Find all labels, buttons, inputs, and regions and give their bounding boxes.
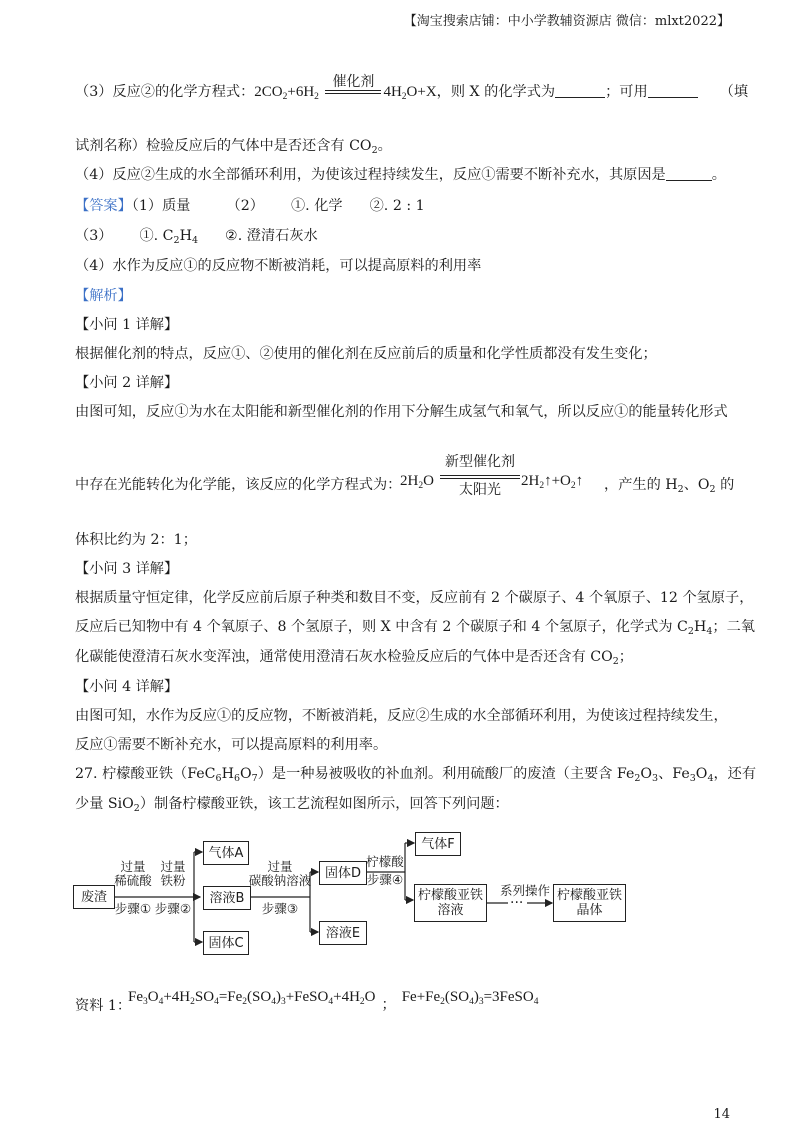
q27-l1-c: O <box>240 766 252 782</box>
q3-lhs-a-sub: 2 <box>282 92 288 102</box>
s2-text2-c: 、O <box>683 477 710 493</box>
m-eq1-s6: 4 <box>271 997 276 1007</box>
s2-eq-top: 新型催化剂 <box>445 454 515 470</box>
s2-eq-rhs-sub2: 2 <box>570 481 576 491</box>
m-eq1-s8: 4 <box>328 997 334 1007</box>
step1-top1: 过量 <box>120 859 146 874</box>
q3-prefix: （3）反应②的化学方程式： <box>75 84 255 100</box>
q27-l1-h: ，还有 <box>713 766 757 782</box>
box-solE: 溶液E <box>319 921 367 945</box>
s2-eq-rhs-b: ↑+O <box>544 473 571 489</box>
step4-label-top: 柠檬酸 <box>366 854 404 869</box>
box-citrate-solution <box>414 884 487 922</box>
m-eq2-s1: 2 <box>440 997 445 1007</box>
header-shop-info: 【淘宝搜索店铺：中小学教辅资源店 微信：mlxt2022】 <box>403 14 730 29</box>
m-eq1-s2: 4 <box>158 997 164 1007</box>
q27-l1-a: 27. 柠檬酸亚铁（FeC <box>75 766 216 782</box>
box-gasF: 气体F <box>415 832 461 856</box>
s3-text3-sub: 2 <box>612 656 619 667</box>
s3-text2-a: 反应后已知物中有 4 个氧原子、8 个氢原子，则 X 中含有 2 个碳原子和 4 个氢原子，化学式为 C <box>75 619 688 635</box>
step1-label-top <box>112 860 154 888</box>
s2-text1: 由图可知，反应①为水在太阳能和新型催化剂的作用下分解生成氢气和氧气，所以反应①的能量转化形式 <box>75 404 728 420</box>
s2-text2-a: 中存在光能转化为化学能，该反应的化学方程式为： <box>75 477 402 493</box>
step2-top2: 铁粉 <box>160 873 186 888</box>
m-eq1-s5: 2 <box>242 997 248 1007</box>
q27-l1-d: ）是一种易被吸收的补血剂。利用硫酸厂的废渣（主要含 Fe <box>257 766 635 782</box>
q27-l1-s3: 7 <box>251 773 258 784</box>
q3-lhs-b-sub: 2 <box>314 92 319 102</box>
box-gasA: 气体A <box>203 841 249 865</box>
q27-l1-s4: 2 <box>634 773 641 784</box>
citrate-sol-1: 柠檬酸亚铁 <box>417 888 483 903</box>
s2-eq-lhs-b: O <box>423 473 434 489</box>
answer-line2-a: （3） ①. C <box>75 228 174 244</box>
q27-l2-b: ）制备柠檬酸亚铁，该工艺流程如图所示，回答下列问题： <box>139 796 509 812</box>
q3-mid2: ；可用 <box>605 84 648 100</box>
s1-text: 根据催化剂的特点，反应①、②使用的催化剂在反应前后的质量和化学性质都没有发生变化； <box>75 346 657 362</box>
s3-text2-b: H <box>693 619 707 635</box>
q3-rhs-b: O+X <box>406 84 437 100</box>
step1-label-bot: 步骤① <box>114 901 152 916</box>
step3-top2: 碳酸钠溶液 <box>248 873 312 888</box>
m-eq1-a: Fe <box>128 989 143 1005</box>
s3-text2-sub1: 2 <box>687 626 694 637</box>
answer-line2-c: ②. 澄清石灰水 <box>198 228 318 244</box>
m-eq2-b: (SO <box>444 989 470 1005</box>
s2-text2-b: ，产生的 H <box>604 477 678 493</box>
page-number: 14 <box>713 1107 730 1122</box>
q27-l2-sub: 2 <box>133 803 140 814</box>
q27-l1-f: 、Fe <box>658 766 690 782</box>
step4-label-bot: 步骤④ <box>366 872 404 887</box>
m-eq1-s4: 4 <box>214 997 219 1007</box>
series-op-label: 系列操作 <box>499 883 550 898</box>
s3-text3-b: ； <box>618 649 633 665</box>
step1-top2: 稀硫酸 <box>114 873 152 888</box>
m-eq2-s4: 4 <box>533 997 539 1007</box>
step2-label-top <box>153 860 193 888</box>
box-solidC: 固体C <box>203 931 249 955</box>
q3-rhs-a: 4H <box>383 84 402 100</box>
q3-lhs-a: 2CO <box>254 84 283 100</box>
q27-l1-s5: 3 <box>652 773 659 784</box>
step2-top1: 过量 <box>160 859 186 874</box>
q4-end: 。 <box>711 167 726 183</box>
q3-mid: ，则 X 的化学式为 <box>436 84 556 100</box>
material-label: 资料 1： <box>75 998 132 1014</box>
box-solB: 溶液B <box>203 886 251 910</box>
q3-line2-a: 试剂名称）检验反应后的气体中是否还含有 CO <box>75 138 372 154</box>
step3-label-bot: 步骤③ <box>261 901 299 916</box>
citrate-sol-2: 溶液 <box>437 903 464 918</box>
s3-title: 【小问 3 详解】 <box>75 561 179 577</box>
m-eq1-s9: 2 <box>359 997 365 1007</box>
q27-l1-b: H <box>221 766 234 782</box>
answer-line1-text: （1）质量 （2） ①. 化学 ②. 2 : 1 <box>131 198 425 214</box>
q3-line2-b: 。 <box>377 138 392 154</box>
box-citrate-crystal <box>553 884 626 922</box>
box-waste: 废渣 <box>73 885 115 909</box>
svg-text:···: ··· <box>510 895 524 911</box>
m-eq1-s3: 2 <box>190 997 195 1007</box>
s4-text2: 反应①需要不断补充水，可以提高原料的利用率。 <box>75 737 388 753</box>
m-eq1-d: SO <box>194 989 215 1005</box>
answer-label: 【答案】 <box>75 198 132 214</box>
s1-title: 【小问 1 详解】 <box>75 317 179 333</box>
analysis-label: 【解析】 <box>75 288 132 304</box>
m-eq1-f: (SO <box>247 989 272 1005</box>
q27-l1-s2: 6 <box>233 773 240 784</box>
q27-l1-g: O <box>695 766 708 782</box>
m-eq1-e: =Fe <box>218 989 243 1005</box>
answer-line2-sub2: 4 <box>191 235 198 246</box>
q3-catalyst: 催化剂 <box>332 74 375 90</box>
s2-text2-sub1: 2 <box>677 484 684 495</box>
citrate-crys-2: 晶体 <box>576 903 603 918</box>
q27-l1-e: O <box>640 766 653 782</box>
m-eq1-c: +4H <box>163 989 191 1005</box>
material-eq1 <box>128 987 539 1013</box>
s2-eq-rhs-c: ↑ <box>575 473 584 489</box>
q3-suffix: （填 <box>719 84 749 100</box>
m-eq1-g: ) <box>275 989 281 1005</box>
s2-eq-lhs-a: 2H <box>400 473 419 489</box>
m-sep: ； <box>381 997 396 1013</box>
s3-text1: 根据质量守恒定律，化学反应前后原子种类和数目不变，反应前有 2 个碳原子、4 个氧原子、12 个氢原子， <box>75 590 754 606</box>
s2-text2-sub2: 2 <box>709 484 716 495</box>
step2-label-bot: 步骤② <box>154 901 192 916</box>
s2-eq-bot: 太阳光 <box>459 482 501 498</box>
m-eq2-c: ) <box>473 989 479 1005</box>
s3-text2-c: ；二氧 <box>712 619 755 635</box>
q27-l1-s1: 6 <box>215 773 222 784</box>
s3-text2-sub2: 4 <box>706 626 713 637</box>
m-eq1-s1: 3 <box>143 997 148 1007</box>
box-solidD: 固体D <box>319 861 367 885</box>
step3-top1: 过量 <box>267 859 293 874</box>
s2-title: 【小问 2 详解】 <box>75 375 179 391</box>
m-eq1-s7: 3 <box>280 997 286 1007</box>
m-eq2-d: =3FeSO <box>483 989 534 1005</box>
s4-title: 【小问 4 详解】 <box>75 679 179 695</box>
answer-line2-sub1: 2 <box>173 235 180 246</box>
q27-l2-a: 少量 SiO <box>75 796 134 812</box>
s2-text2-d: 的 <box>715 477 735 493</box>
q27-l1-s7: 4 <box>707 773 714 784</box>
citrate-crys-1: 柠檬酸亚铁 <box>556 888 622 903</box>
m-eq2-s2: 4 <box>469 997 474 1007</box>
s2-eq-rhs-sub: 2 <box>539 481 545 491</box>
q3-rhs-sub: 2 <box>401 92 407 102</box>
answer-line3: （4）水作为反应①的反应物不断被消耗，可以提高原料的利用率 <box>75 258 482 274</box>
s3-text3-a: 化碳能使澄清石灰水变浑浊，通常使用澄清石灰水检验反应后的气体中是否还含有 CO <box>75 649 613 665</box>
s2-text3: 体积比约为 2：1； <box>75 532 197 548</box>
m-eq2-s3: 3 <box>478 997 484 1007</box>
s2-eq-lhs-sub: 2 <box>418 481 424 491</box>
m-eq1-j: O <box>364 989 376 1005</box>
q27-l1-s6: 3 <box>689 773 696 784</box>
m-eq1-h: +FeSO <box>285 989 329 1005</box>
m-eq1-i: +4H <box>333 989 360 1005</box>
m-eq2-a: Fe+Fe <box>401 989 441 1005</box>
m-eq1-b: O <box>147 989 159 1005</box>
q4-text: （4）反应②生成的水全部循环利用，为使该过程持续发生，反应①需要不断补充水，其原因是 <box>75 167 666 183</box>
step3-label-top <box>246 860 314 888</box>
s2-eq-rhs-a: 2H <box>521 473 540 489</box>
q3-line2-sub: 2 <box>371 145 378 156</box>
answer-line2-b: H <box>179 228 192 244</box>
q3-lhs-b: +6H <box>287 84 315 100</box>
s4-text1: 由图可知，水作为反应①的反应物，不断被消耗，反应②生成的水全部循环利用，为使该过程持续发生， <box>75 708 728 724</box>
